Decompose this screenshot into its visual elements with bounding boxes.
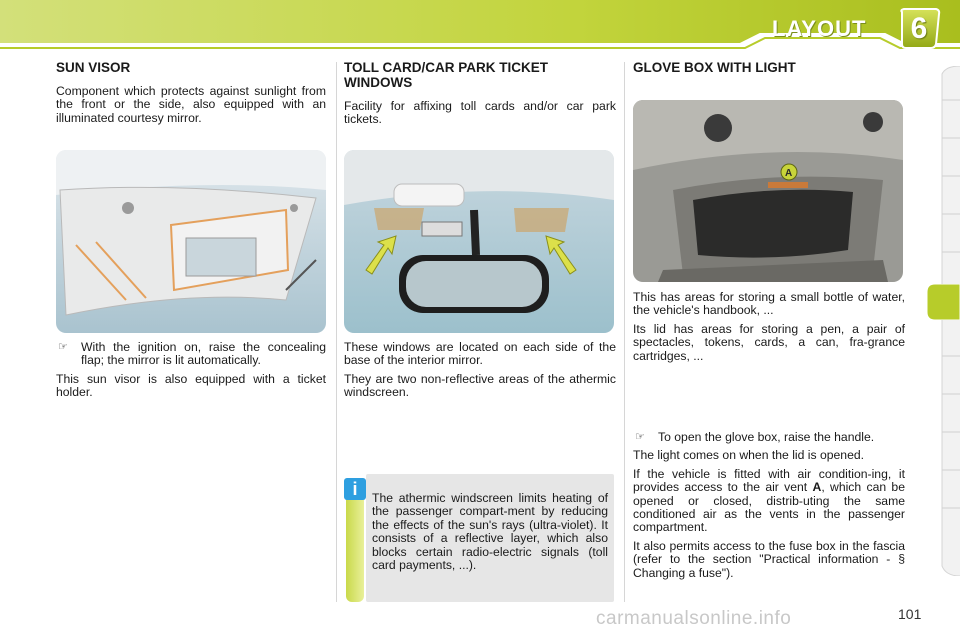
interior-mirror-illustration — [344, 150, 614, 333]
body-text: They are two non-reflective areas of the athermic windscreen. — [344, 371, 616, 400]
pointing-hand-icon: ☞ — [58, 341, 68, 353]
body-text: The light comes on when the lid is opened. — [633, 448, 865, 463]
info-content — [366, 474, 614, 602]
column-divider — [624, 62, 625, 602]
section-heading: TOLL CARD/CAR PARK TICKET WINDOWS — [344, 60, 548, 90]
info-icon: i — [344, 478, 366, 500]
section-glove-box — [633, 60, 905, 85]
glove-box-notes — [633, 291, 905, 368]
watermark: carmanualsonline.info — [596, 608, 792, 629]
body-text: These windows are located on each side of the base of the interior mirror. — [344, 340, 616, 368]
info-accent-bar — [346, 498, 364, 602]
chapter-title: LAYOUT — [772, 16, 867, 41]
info-text: The athermic windscreen limits heating of the passenger compart-ment by reducing the effects of the sun's rays (ultra-violet). It consists of a reflective layer, which also blocks certain radio-electric signals (toll card payments, ...). — [372, 491, 608, 573]
pointing-hand-icon: ☞ — [635, 431, 645, 443]
page-header — [0, 0, 960, 52]
body-text: If the vehicle is fitted with air condition-ing, it provides access to the air vent A, which can be opened or closed, distrib-uting the same conditioned air as the vents in the passenger compartment. — [633, 466, 905, 535]
glove-box-illustration — [633, 100, 903, 282]
page-number: 101 — [898, 606, 922, 622]
info-callout — [344, 470, 616, 606]
chapter-tabs — [926, 66, 960, 576]
chapter-tab-active[interactable] — [925, 284, 960, 320]
body-text: This has areas for storing a small bottle of water, the vehicle's handbook, ... — [633, 290, 905, 318]
glove-box-instructions — [633, 431, 905, 585]
section-heading: GLOVE BOX WITH LIGHT — [633, 60, 796, 75]
instruction-bullet: ☞ To open the glove box, raise the handle. — [635, 430, 875, 444]
intro-text: Component which protects against sunlight from the front or the side, also equipped with an illuminated courtesy mirror. — [56, 84, 326, 125]
body-text: Its lid has areas for storing a pen, a pair of spectacles, tokens, cards, a can, fra-grance cartridges, ... — [633, 321, 905, 363]
section-toll-card — [344, 60, 616, 132]
instruction-bullet: ☞ With the ignition on, raise the concealing flap; the mirror is lit automatically. — [58, 340, 326, 368]
column-divider — [336, 62, 337, 602]
sun-visor-illustration — [56, 150, 326, 333]
sun-visor-notes — [56, 341, 326, 405]
body-text: It also permits access to the fuse box in the fascia (refer to the section "Practical information - § Changing a fuse"). — [633, 538, 905, 580]
note-text: This sun visor is also equipped with a ticket holder. — [56, 371, 326, 400]
toll-card-notes — [344, 341, 616, 405]
section-sun-visor — [56, 60, 326, 130]
callout-label-a: A — [785, 168, 793, 179]
section-heading: SUN VISOR — [56, 60, 131, 75]
intro-text: Facility for affixing toll cards and/or car park tickets. — [344, 99, 616, 127]
chapter-number: 6 — [910, 12, 928, 45]
air-vent-label: A — [812, 480, 822, 495]
